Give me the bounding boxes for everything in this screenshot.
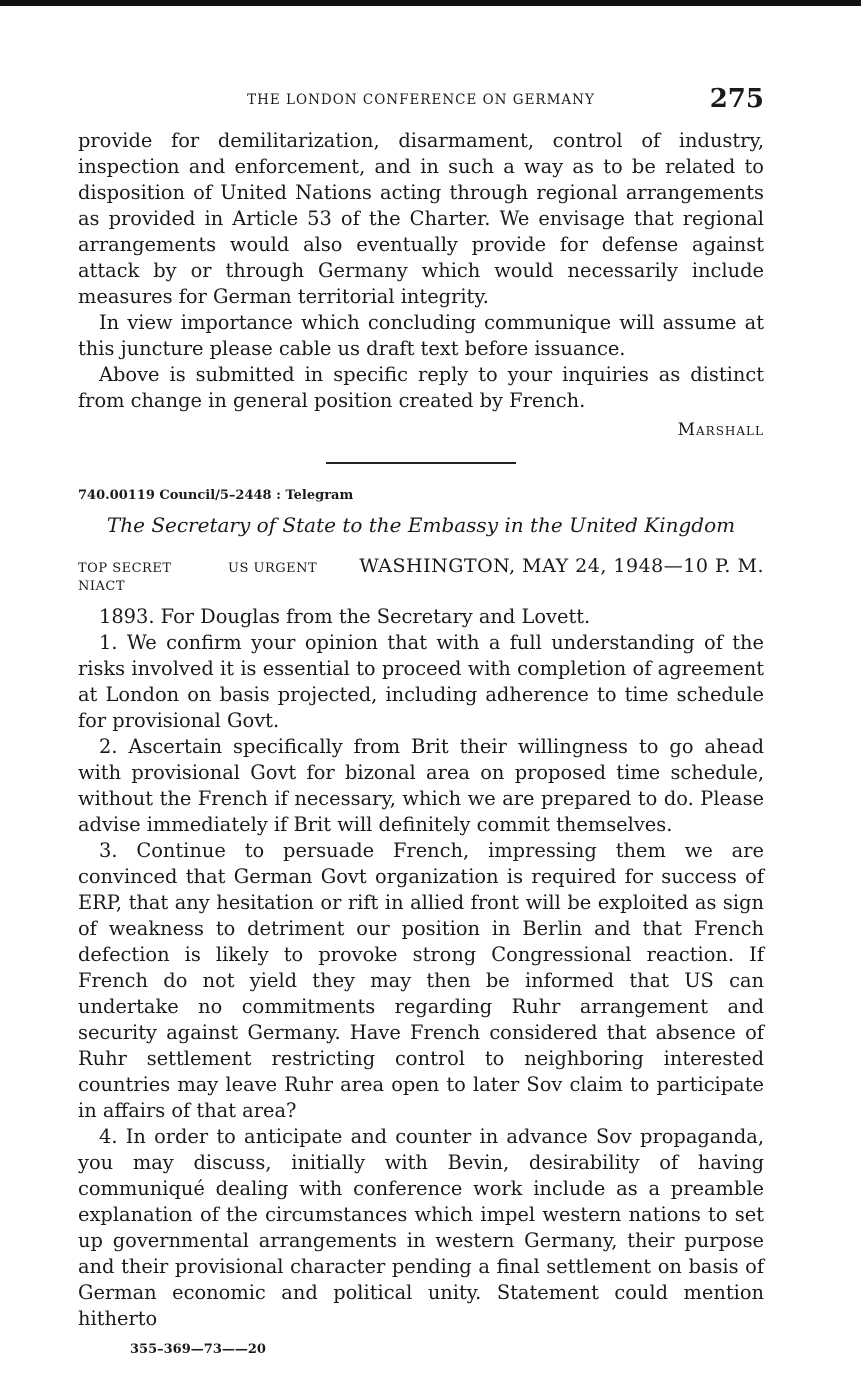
niact: NIACT: [78, 579, 126, 594]
telegram-metadata: [78, 557, 764, 579]
file-reference: 740.00119 Council/5–2448 : Telegram: [78, 488, 354, 503]
paragraph-2: 2. Ascertain specifically from Brit their willingness to go ahead with provisional Govt for bizonal area on proposed time schedule, without the French if necessary, which we are prepared to do. Please advise immediately if Brit will definitely commit themselves.: [78, 735, 764, 836]
continued-paragraph: provide for demilitarization, disarmament, control of industry, inspection and enforcement, and in such a way as to be related to disposition of United Nations acting through regional arrangements as provided in Article 53 of the Charter. We envisage that regional arrangements would also eventually provide for defense against attack by or through Germany which would necessarily include measures for German territorial integrity.: [78, 129, 764, 308]
section-divider: [326, 462, 516, 464]
paragraph-reply: Above is submitted in specific reply to your inquiries as distinct from change in general position created by French.: [78, 363, 764, 412]
dateline-date: MAY 24, 1948—10 P. M.: [515, 555, 764, 577]
dateline: [359, 555, 764, 577]
paragraph-4: 4. In order to anticipate and counter in advance Sov propaganda, you may discuss, initially with Bevin, desirability of having communiqué dealing with conference work include as a preamble explanation of the circumstances which impel western nations to set up governmental arrangements in western Germany, their purpose and their provisional character pending a final settlement on basis of German economic and political unity. Statement could mention hitherto: [78, 1125, 764, 1330]
document-title: The Secretary of State to the Embassy in the United Kingdom: [106, 513, 736, 537]
paragraph-1: 1. We confirm your opinion that with a full understanding of the risks involved it is essential to proceed with completion of agreement at London on basis projected, including adherence to time schedule for provisional Govt.: [78, 631, 764, 732]
classification: TOP SECRET: [78, 561, 172, 576]
paragraph-communique: In view importance which concluding communique will assume at this juncture please cable us draft text before issuance.: [78, 311, 764, 360]
page-top-border: [0, 0, 861, 6]
signature-marshall: Marshall: [677, 420, 764, 440]
print-code: 355–369—73——20: [130, 1342, 266, 1357]
dateline-place: WASHINGTON,: [359, 555, 516, 577]
page-header: [78, 84, 764, 118]
running-head: THE LONDON CONFERENCE ON GERMANY: [247, 92, 595, 108]
paragraph-address: 1893. For Douglas from the Secretary and Lovett.: [99, 605, 591, 628]
page-number: 275: [709, 84, 764, 114]
paragraph-3: 3. Continue to persuade French, impressing them we are convinced that German Govt organization is required for success of ERP, that any hesitation or rift in allied front will be exploited as sign of weakness to detriment our position in Berlin and that French defection is likely to provoke strong Congressional reaction. If French do not yield they may then be informed that US can undertake no commitments regarding Ruhr arrangement and security against Germany. Have French considered that absence of Ruhr settlement restricting control to neighboring interested countries may leave Ruhr area open to later Sov claim to participate in affairs of that area?: [78, 839, 764, 1122]
precedence: US URGENT: [228, 561, 318, 576]
document-page: [78, 84, 764, 1357]
